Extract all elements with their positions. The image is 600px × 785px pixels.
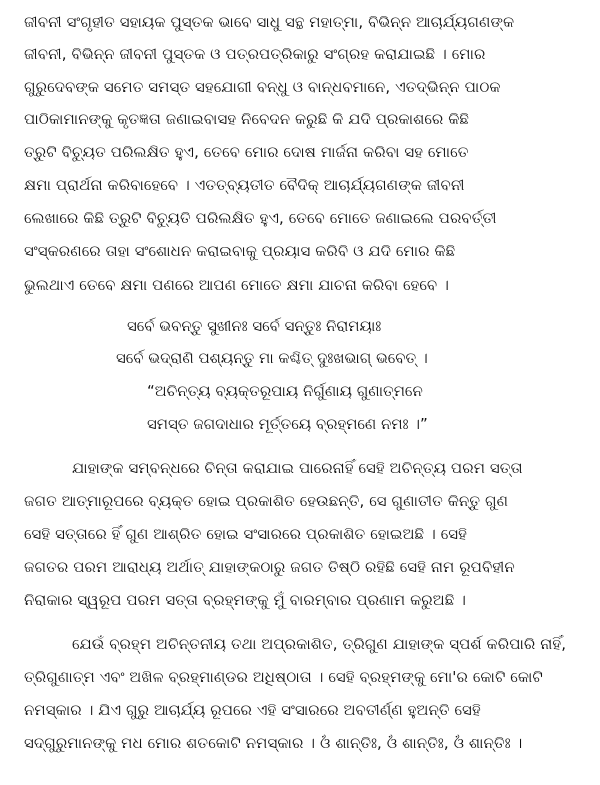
verse-line: ସମସ୍ତ ଜଗଦାଧାର ମୂର୍ତ୍ତୟେ ବ୍ରହ୍ମଣେ ନମଃ ।” <box>147 415 428 433</box>
paragraph-line: ତ୍ରିଗୁଣାତ୍ମ ଏବଂ ଅଖିଳ ବ୍ରହ୍ମାଣ୍ଡର ଅଧିଷ୍ଠାତା । ସେହି ବ୍ରହ୍ମଙ୍କୁ ମୋ'ର କୋଟି କୋଟି <box>24 668 543 686</box>
paragraph-line: ଭୁଲଥାଏ ତେବେ କ୍ଷମା ପଣରେ ଆପଣ ମୋତେ କ୍ଷମା ଯାଚନା କରିବା ହେବେ । <box>24 276 449 294</box>
paragraph-line: ସଂସ୍କରଣରେ ତାହା ସଂଶୋଧନ କରାଇବାକୁ ପ୍ରୟାସ କରିବି ଓ ଯଦି ମୋର କିଛି <box>24 242 456 260</box>
paragraph-line: ସଦ୍‌ଗୁରୁମାନଙ୍କୁ ମଧ ମୋର ଶତକୋଟି ନମସ୍କାର । ଓଁ ଶାନ୍ତିଃ, ଓଁ ଶାନ୍ତିଃ, ଓଁ ଶାନ୍ତିଃ । <box>24 734 523 752</box>
paragraph-line: ସେହି ସତ୍ତାରେ ହିଁ ଗୁଣ ଆଶ୍ରିତ ହୋଇ ସଂସାରରେ ପ୍ରକାଶିତ ହୋଇଅଛି । ସେହି <box>24 525 467 543</box>
verse-line: ସର୍ବେ ଭବନ୍ତୁ ସୁଖୀନଃ ସର୍ବେ ସନ୍ତୁଃ ନିରାମୟାଃ <box>127 317 382 335</box>
paragraph-line: ନିରାକାର ସ୍ୱରୂପ ପରମ ସତ୍ତା ବ୍ରହ୍ମଙ୍କୁ ମୁଁ ବାରମ୍ବାର ପ୍ରଣାମ କରୁଅଛି । <box>24 591 467 609</box>
paragraph-line: ଜୀବନୀ, ବିଭିନ୍ନ ଜୀବନୀ ପୁସ୍ତକ ଓ ପତ୍ରପତ୍ରିକାରୁ ସଂଗ୍ରହ କରାଯାଇଛି । ମୋର <box>24 45 486 63</box>
paragraph-line: ଜଗତ ଆତ୍ମାରୂପରେ ବ୍ୟକ୍ତ ହୋଇ ପ୍ରକାଶିତ ହେଉଛନ୍ତି, ସେ ଗୁଣାତୀତ କିନ୍ତୁ ଗୁଣ <box>24 492 509 510</box>
paragraph-line: ଯାହାଙ୍କ ସମ୍ବନ୍ଧରେ ଚିନ୍ତା କରାଯାଇ ପାରେନାହିଁ ସେହି ଅଚିନ୍ତ୍ୟ ପରମ ସତ୍ତା <box>72 459 523 477</box>
verse-line: ସର୍ବେ ଭଦ୍ରାଣି ପଶ୍ୟନ୍ତୁ ମା କଶ୍ଚିତ୍ ଦୁଃଖଭାଗ୍ ଭବେତ୍ । <box>116 349 428 367</box>
paragraph-line: ଜୀବନୀ ସଂଗୃହୀତ ସହାୟକ ପୁସ୍ତକ ଭାବେ ସାଧୁ ସନ୍ଥ ମହାତ୍ମା, ବିଭିନ୍ନ ଆଚାର୍ଯ୍ୟଗଣଙ୍କ <box>24 13 515 31</box>
paragraph-line: କ୍ଷମା ପ୍ରାର୍ଥନା କରିବାହେବେ । ଏତତ୍‌ବ୍ୟତୀତ ବୈଦିକ୍ ଆଚାର୍ଯ୍ୟଗଣଙ୍କ ଜୀବନୀ <box>24 176 465 194</box>
paragraph-line: ଜଗତର ପରମ ଆରାଧ୍ୟ ଅର୍ଥାତ୍ ଯାହାଙ୍କଠାରୁ ଜଗତ ତିଷ୍ଠି ରହିଛି ସେହି ନାମ ରୂପବିହୀନ <box>24 558 515 576</box>
paragraph-line: ଗୁରୁଦେବଙ୍କ ସମେତ ସମସ୍ତ ସହଯୋଗୀ ବନ୍ଧୁ ଓ ବାନ୍ଧବମାନେ, ଏତଦ୍ଭିନ୍ନ ପାଠକ <box>24 78 501 96</box>
paragraph-line: ଯେଉଁ ବ୍ରହ୍ମ ଅଚିନ୍ତନୀୟ ତଥା ଅପ୍ରକାଶିତ, ତ୍ରିଗୁଣ ଯାହାଙ୍କ ସ୍ପର୍ଶ କରିପାରି ନାହିଁ, <box>72 635 567 653</box>
paragraph-line: ନମସ୍କାର । ଯିଏ ଗୁରୁ ଆଚାର୍ଯ୍ୟ ରୂପରେ ଏହି ସଂସାରରେ ଅବତୀର୍ଣ୍ଣ ହୁଅନ୍ତି ସେହି <box>24 701 481 719</box>
paragraph-line: ତ୍ରୁଟି ବିଚ୍ୟୁତ ପରିଲକ୍ଷିତ ହୁଏ, ତେବେ ମୋର ଦୋଷ ମାର୍ଜନା କରିବା ସହ ମୋତେ <box>24 143 469 161</box>
paragraph-line: ଲେଖାରେ କିଛି ତ୍ରୁଟି ବିଚ୍ୟୁତି ପରିଲକ୍ଷିତ ହୁଏ, ତେବେ ମୋତେ ଜଣାଇଲେ ପରବର୍ତ୍ତୀ <box>24 209 497 227</box>
verse-line: “ଅଚିନ୍ତ୍ୟ ବ୍ୟକ୍ତରୂପାୟ ନିର୍ଗୁଣାୟ ଗୁଣାତ୍ମନେ <box>147 382 423 400</box>
paragraph-line: ପାଠିକାମାନଙ୍କୁ କୃତଜ୍ଞତା ଜଣାଇବାସହ ନିବେଦନ କରୁଛି କି ଯଦି ପ୍ରକାଶରେ କିଛି <box>24 110 470 128</box>
